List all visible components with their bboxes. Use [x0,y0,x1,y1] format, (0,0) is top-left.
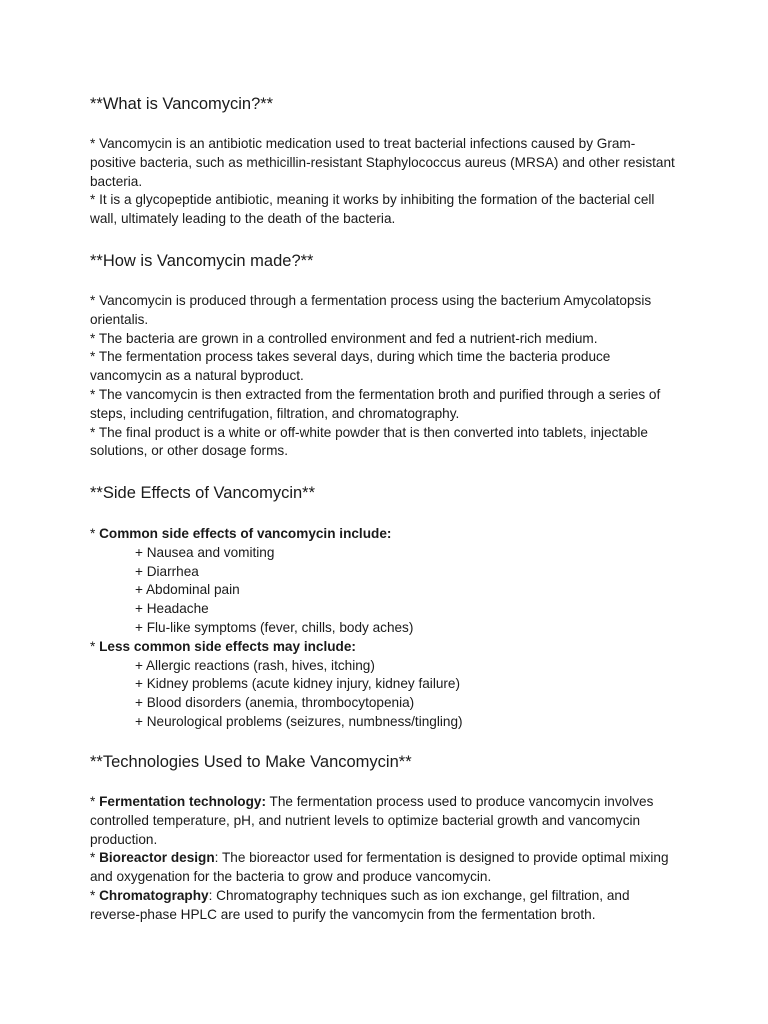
paragraph-line: * The fermentation process takes several days, during which time the bacteria produce vancomycin as a natural byproduct. [90,349,611,384]
paragraph-line: * The final product is a white or off-white powder that is then converted into tablets, injectable solutions, or other dosage forms. [90,424,648,459]
list-item: + Abdominal pain [135,582,240,598]
paragraph-line: * Vancomycin is an antibiotic medication used to treat bacterial infections caused by Gram-positive bacteria, such as methicillin-resistant Staphylococcus aureus (MRSA) and other resistant bacteria. [90,136,675,189]
heading-what-is-vancomycin: **What is Vancomycin?** [90,95,274,113]
common-label: Common side effects of vancomycin include: [99,526,392,541]
section-how-made-body [90,292,680,461]
list-item: + Flu-like symptoms (fever, chills, body aches) [135,619,414,635]
tech-text: The fermentation process used to produce vancomycin involves controlled temperature, pH, and nutrient levels to optimize bacterial growth and vancomycin production. [90,794,654,847]
bullet: * [90,794,100,809]
heading-technologies: **Technologies Used to Make Vancomycin** [90,753,412,771]
less-common-label: Less common side effects may include: [99,638,356,654]
list-item: + Blood disorders (anemia, thrombocytopenia) [135,695,415,711]
list-item: + Nausea and vomiting [135,544,275,560]
bullet: * [90,850,100,866]
list-item: + Diarrhea [135,563,199,579]
section-technologies-body [90,793,680,925]
section-what-is-body [90,135,680,229]
tech-item [90,887,680,925]
paragraph-line: * The vancomycin is then extracted from the fermentation broth and purified through a series of steps, including centrifugation, filtration, and chromatography. [90,386,661,421]
tech-term: Fermentation technology: [99,794,266,809]
tech-item [90,793,680,849]
bullet: * [90,887,100,903]
bullet: * [90,526,100,541]
paragraph-line: * It is a glycopeptide antibiotic, meaning it works by inhibiting the formation of the bacterial cell wall, ultimately leading to the death of the bacteria. [90,192,655,227]
tech-term: Chromatography [99,887,209,903]
section-side-effects-body [90,525,680,732]
tech-term: Bioreactor design [99,850,215,866]
list-header-common [90,525,680,544]
tech-item [90,849,680,887]
list-item: + Neurological problems (seizures, numbness/tingling) [135,713,463,729]
heading-side-effects: **Side Effects of Vancomycin** [90,484,316,502]
heading-how-is-made: **How is Vancomycin made?** [90,252,314,270]
bullet: * [90,638,100,654]
list-item: + Allergic reactions (rash, hives, itching) [135,657,375,673]
list-header-less-common [90,638,680,657]
list-item: + Kidney problems (acute kidney injury, kidney failure) [135,676,461,692]
tech-text: : Chromatography techniques such as ion exchange, gel filtration, and reverse-phase HPLC are used to purify the vancomycin from the fermentation broth. [90,887,630,922]
tech-text: : The bioreactor used for fermentation is designed to provide optimal mixing and oxygenation for the bacteria to grow and produce vancomycin. [90,850,669,885]
paragraph-line: * Vancomycin is produced through a fermentation process using the bacterium Amycolatopsis orientalis. [90,293,652,327]
list-item: + Headache [135,601,209,617]
paragraph-line: * The bacteria are grown in a controlled environment and fed a nutrient-rich medium. [90,330,598,346]
